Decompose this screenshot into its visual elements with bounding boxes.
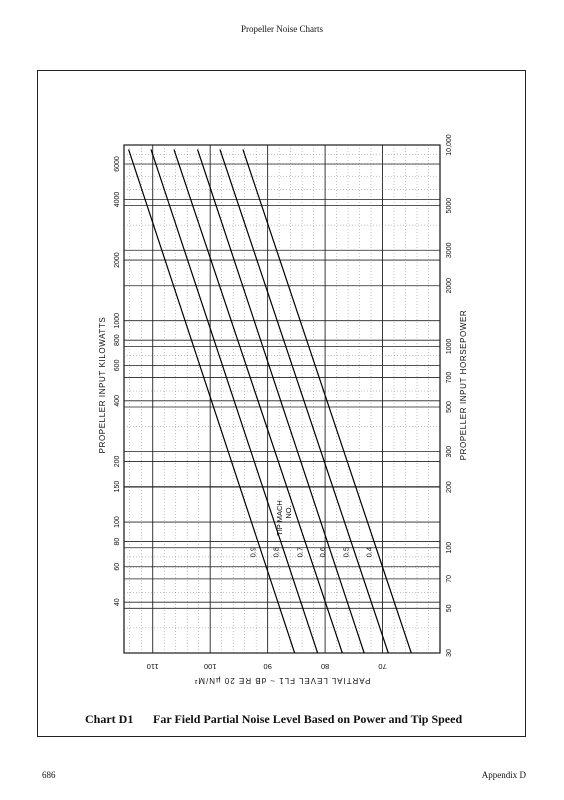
series-line-0-4 xyxy=(243,149,411,653)
right-tick-label: 3000 xyxy=(446,242,453,259)
series-line-0-7 xyxy=(174,149,342,653)
series-label: 0.5 xyxy=(341,546,351,558)
appendix-label: Appendix D xyxy=(481,770,526,780)
left-tick-label: 150 xyxy=(114,480,121,493)
left-tick-label: 4000 xyxy=(114,191,121,208)
left-tick-label: 80 xyxy=(114,537,121,546)
left-tick-label: 60 xyxy=(114,562,121,571)
series-label: 0.8 xyxy=(271,546,281,558)
x-tick-label: 70 xyxy=(378,662,387,671)
series-lines xyxy=(129,149,412,653)
left-tick-label: 800 xyxy=(114,334,121,347)
right-tick-label: 300 xyxy=(446,445,453,458)
left-axis-tick-labels xyxy=(114,156,121,606)
right-tick-label: 100 xyxy=(446,541,453,554)
right-axis-tick-labels xyxy=(446,134,453,657)
right-tick-label: 10,000 xyxy=(446,134,453,156)
right-tick-label: 5000 xyxy=(446,197,453,214)
left-tick-label: 600 xyxy=(114,359,121,372)
right-tick-label: 30 xyxy=(446,649,453,657)
right-tick-label: 50 xyxy=(446,604,453,613)
series-label: 0.7 xyxy=(295,546,305,558)
left-tick-label: 1000 xyxy=(114,312,121,329)
left-tick-label: 2000 xyxy=(114,252,121,268)
x-tick-label: 100 xyxy=(203,662,217,671)
right-tick-label: 2000 xyxy=(446,277,453,294)
left-tick-label: 100 xyxy=(114,516,121,528)
right-tick-label: 700 xyxy=(446,371,453,384)
x-tick-label: 110 xyxy=(146,662,159,671)
left-tick-label: 40 xyxy=(114,598,121,607)
x-axis-tick-labels xyxy=(147,662,387,671)
running-title: Propeller Noise Charts xyxy=(241,24,323,34)
x-tick-label: 90 xyxy=(263,662,272,671)
right-axis-label: PROPELLER INPUT HORSEPOWER xyxy=(459,309,468,461)
left-tick-label: 400 xyxy=(114,394,121,407)
left-tick-label: 200 xyxy=(114,455,121,468)
series-label: 0.9 xyxy=(248,546,258,558)
left-tick-label: 6000 xyxy=(114,156,121,172)
page-number: 686 xyxy=(42,770,56,780)
caption-text: Far Field Partial Noise Level Based on Power and Tip Speed xyxy=(153,712,463,726)
legend-title-line2: NO. xyxy=(284,505,293,519)
figure-caption xyxy=(85,712,462,727)
right-tick-label: 70 xyxy=(446,575,453,583)
right-tick-label: 500 xyxy=(446,401,453,413)
left-axis-label: PROPELLER INPUT KILOWATTS xyxy=(98,316,107,454)
legend-title-line1: TIP MACH xyxy=(275,500,284,536)
plot-area-border xyxy=(124,145,440,653)
right-tick-label: 1000 xyxy=(446,338,453,355)
major-gridlines xyxy=(124,145,440,653)
series-label: 0.4 xyxy=(364,546,374,558)
minor-gridlines xyxy=(124,145,440,653)
x-axis-label: PARTIAL LEVEL FL1 ~ dB RE 20 µN/M² xyxy=(193,676,371,685)
x-tick-label: 80 xyxy=(320,662,330,671)
right-tick-label: 200 xyxy=(446,481,453,493)
series-label: 0.6 xyxy=(317,546,327,558)
caption-number: Chart D1 xyxy=(85,712,134,726)
